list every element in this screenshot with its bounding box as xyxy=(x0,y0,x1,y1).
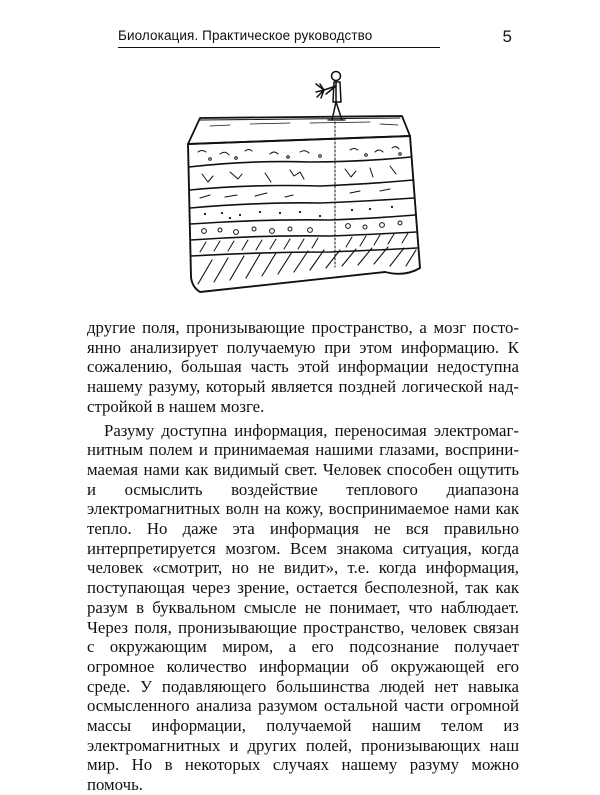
main-text xyxy=(87,318,519,795)
running-title: Биолокация. Практическое руководство xyxy=(118,28,373,43)
header-rule xyxy=(118,47,440,48)
strata-illustration xyxy=(170,62,440,332)
page-header xyxy=(118,24,518,52)
geological-strata-with-dowser-illustration-icon xyxy=(170,62,440,332)
paragraph-1: другие поля, пронизывающие пространство, а мозг постоянно анализирует получаемую при этом информацию. К сожалению, большая часть этой информации недоступна нашему разуму, который является поздней логической надстройкой в нашем мозге. xyxy=(87,318,519,416)
page-number: 5 xyxy=(502,27,512,46)
dowser-figure xyxy=(316,72,345,121)
paragraph-2: Разуму доступна информация, переносимая электромагнитным полем и принимаемая нашими глазами, воспринимаемая нами как видимый свет. Человек способен ощутить и осмыслить воздействие теплового диапазона электромагнитных волн на кожу, воспринимаемое нами как тепло. Но даже эта информация не вся правильно интерпретируется мозгом. Всем знакома ситуация, когда человек «смотрит, но не видит», т.е. когда информация, поступающая через зрение, остается бесполезной, так как разум в буквальном смысле не понимает, что наблюдает. Через поля, пронизывающие пространство, человек связан с окружающим миром, а его подсознание получает огромное количество информации об окружающей его среде. У подавляющего большинства людей нет навыка осмысленного анализа разумом остальной части огромной массы информации, получаемой нашим телом из электромагнитных и других полей, пронизывающих наш мир. Но в некоторых случаях нашему разуму можно помочь. xyxy=(87,420,519,795)
